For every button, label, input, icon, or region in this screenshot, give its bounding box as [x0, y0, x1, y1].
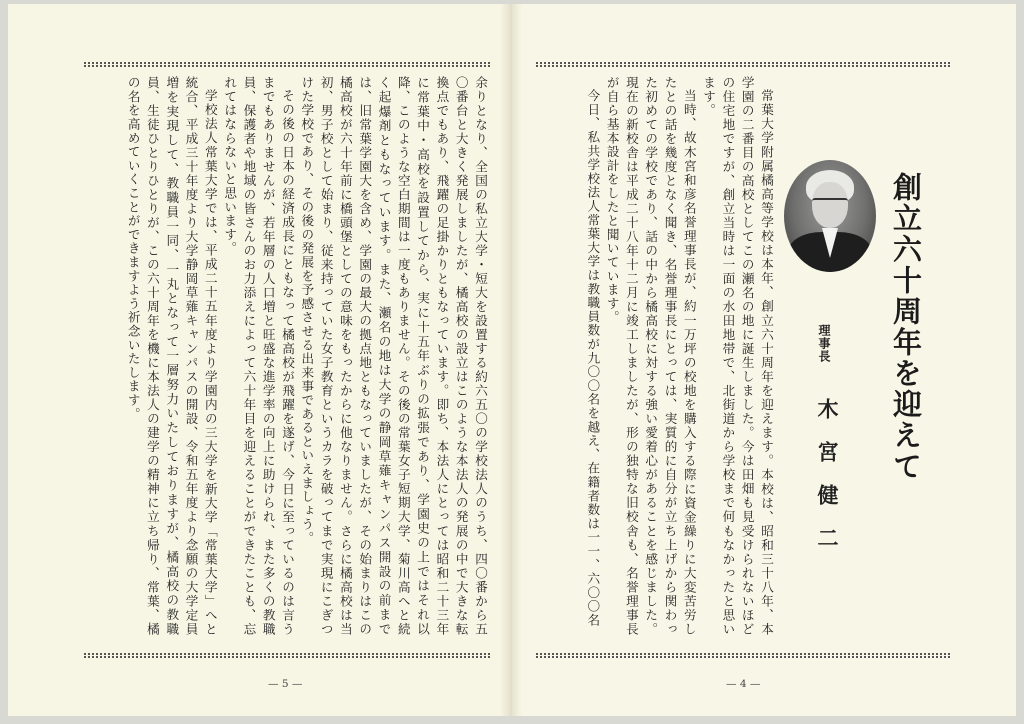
paragraph: その後の日本の経済成長にともなって橘高校が飛躍を遂げ、今日に至っているのは言うまでもありませんが、若年層の人口増と旺盛な進学率の向上に助けられ、また多くの教職員、保護者や地域の皆さんのお力添えによって六十年目を迎えることができたことも、忘れてはならないと思います。	[222, 76, 296, 636]
author-portrait	[784, 160, 876, 272]
paragraph: 今日、私共学校法人常葉大学は教職員数が九〇〇名を越え、在籍者数は一一、六〇〇名	[585, 88, 601, 627]
article-title: 創立六十周年を迎えて	[889, 172, 923, 482]
author-name: 木宮健二	[815, 398, 840, 570]
book-gutter	[500, 4, 522, 716]
paragraph: 当時、故木宮和彦名誉理事長が、約一万坪の校地を購入する際に資金繰りに大変苦労したとの話を幾度となく聞き、名誉理事長にとっては、実質的に自分が立ち上げから関わった初めての学校であり、話の中から橘高校に対する強い愛着心があることを感じました。現在の新校舎は平成二十八年十二月に竣工しましたが、形の独特な旧校舎も、名誉理事長が自ら基本設計をしたと聞いています。	[604, 76, 697, 636]
right-top-rule	[536, 62, 950, 67]
paragraph: 常葉大学附属橘高等学校は本年、創立六十周年を迎えます。本校は、昭和三十八年、本学園の二番目の高校としてこの瀬名の地に誕生しました。今は田畑も見受けられないほどの住宅地ですが、創立当時は一面の水田地帯で、北街道から学校まで何もなかったと思います。	[701, 76, 774, 636]
right-bottom-rule	[536, 653, 950, 658]
left-bottom-rule	[84, 653, 492, 658]
page-number-left: — 5 —	[268, 678, 303, 690]
paragraph: 余りとなり、全国の私立大学・短大を設置する約六五〇の学校法人のうち、四〇番から五〇番台と大きく発展しましたが、橘高校の設立はこのような本法人の発展の中で大きな転換点でもあり、飛躍の足掛かりともなっています。即ち、本法人にとっては昭和二十三年に常葉中・高校を設置してから、実に十五年ぶりの拡張であり、学園史の上ではそれ以降、このような空白期間は一度もありません。その後の常葉女子短期大学、菊川高へと続く起爆剤ともなっています。また、瀬名の地は大学の静岡草薙キャンパス開設の前までは、旧常葉学園大を含め、学園の最大の拠点地ともなっていましたが、その始まりはこの橘高校が六十年前に橋頭堡としての意味をもったからに他なりません。さらに橘高校は当初、男子校として始まり、従来持っていた女子教育というカラを破ってまで実現にこぎつけた学校であり、その後の発展を予感させる出来事であるといえましょう。	[299, 76, 488, 636]
page-number-right: — 4 —	[726, 678, 761, 690]
paragraph: 学校法人常葉大学では、平成二十五年度より学園内の三大学を新大学「常葉大学」へと統合、平成三十年度より大学静岡草薙キャンパスの開設、令和五年度より念願の大学定員増を実現して、教職員一同、一丸となって一層努力いたしておりますが、橘高校の教職員、生徒ひとりひとりが、この六十周年を機に本法人の建学の精神に立ち帰り、常葉、橘の名を高めていくことができますよう祈念いたします。	[125, 76, 218, 636]
right-body-text	[546, 76, 776, 636]
author-role: 理事長	[817, 324, 831, 363]
left-top-rule	[84, 62, 492, 67]
left-body-text	[86, 76, 490, 636]
